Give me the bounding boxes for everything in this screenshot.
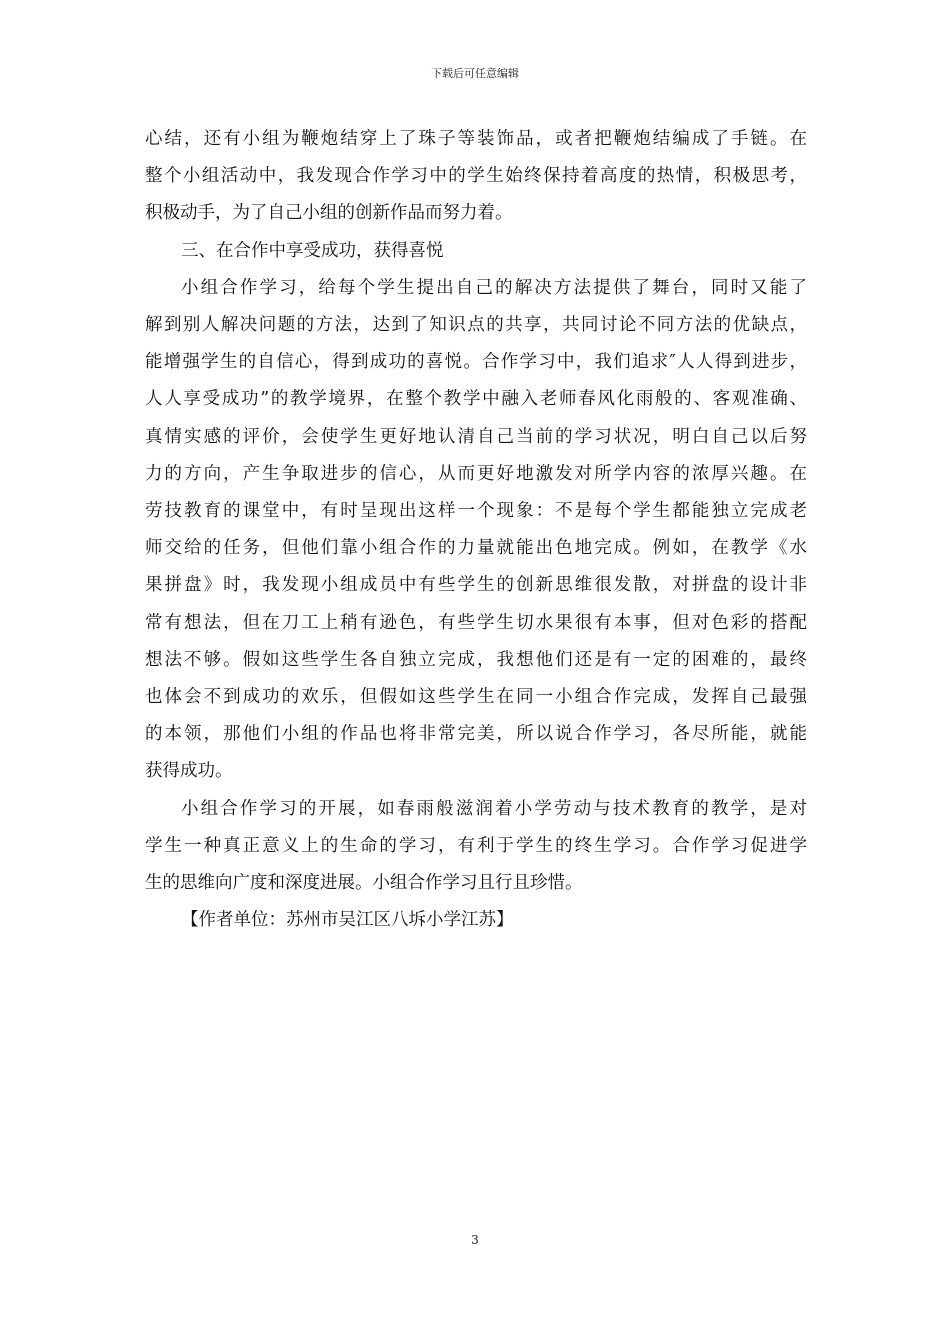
text-line: 生的思维向广度和深度进展。小组合作学习且行且珍惜。 bbox=[145, 873, 583, 894]
text-line: 也体会不到成功的欢乐，但假如这些学生在同一小组合作完成，发挥自己最强 bbox=[145, 687, 807, 708]
text-line: 能增强学生的自信心，得到成功的喜悦。合作学习中，我们追求″人人得到进步， bbox=[145, 352, 807, 373]
text-line: 心结，还有小组为鞭炮结穿上了珠子等装饰品，或者把鞭炮结编成了手链。在 bbox=[145, 129, 807, 149]
text-line: 果拼盘》时，我发现小组成员中有些学生的创新思维很发散，对拼盘的设计非 bbox=[145, 575, 807, 596]
paragraph bbox=[145, 791, 807, 903]
paragraph bbox=[145, 121, 807, 233]
paragraph bbox=[145, 233, 807, 270]
paragraph bbox=[145, 902, 807, 939]
text-line: 三、在合作中享受成功，获得喜悦 bbox=[181, 240, 444, 261]
text-line: 常有想法，但在刀工上稍有逊色，有些学生切水果很有本事，但对色彩的搭配 bbox=[145, 612, 807, 633]
paragraph bbox=[145, 270, 807, 791]
text-line: 真情实感的评价，会使学生更好地认清自己当前的学习状况，明白自己以后努 bbox=[145, 426, 807, 447]
text-line: 积极动手，为了自己小组的创新作品而努力着。 bbox=[145, 203, 513, 224]
text-line: 整个小组活动中，我发现合作学习中的学生始终保持着高度的热情，积极思考， bbox=[145, 166, 807, 187]
text-line: 小组合作学习，给每个学生提出自己的解决方法提供了舞台，同时又能了 bbox=[181, 277, 807, 298]
text-line: 获得成功。 bbox=[145, 761, 233, 782]
text-line: 人人享受成功”的教学境界，在整个教学中融入老师春风化雨般的、客观准确、 bbox=[145, 389, 807, 410]
text-line: 力的方向，产生争取进步的信心，从而更好地激发对所学内容的浓厚兴趣。在 bbox=[145, 463, 807, 484]
document-body bbox=[145, 121, 807, 939]
text-line: 【作者单位：苏州市吴江区八坼小学江苏】 bbox=[181, 910, 514, 931]
text-line: 想法不够。假如这些学生各自独立完成，我想他们还是有一定的困难的，最终 bbox=[145, 649, 807, 670]
page-header: 下载后可任意编辑 bbox=[431, 67, 519, 80]
text-line: 的本领，那他们小组的作品也将非常完美，所以说合作学习，各尽所能，就能 bbox=[145, 724, 807, 745]
text-line: 学生一种真正意义上的生命的学习，有利于学生的终生学习。合作学习促进学 bbox=[145, 835, 807, 856]
text-line: 小组合作学习的开展，如春雨般滋润着小学劳动与技术教育的教学，是对 bbox=[181, 798, 807, 819]
text-line: 劳技教育的课堂中，有时呈现出这样一个现象：不是每个学生都能独立完成老 bbox=[145, 501, 807, 522]
text-line: 解到别人解决问题的方法，达到了知识点的共享，共同讨论不同方法的优缺点， bbox=[145, 315, 807, 336]
text-line: 师交给的任务，但他们靠小组合作的力量就能出色地完成。例如，在教学《水 bbox=[145, 538, 807, 559]
page-number: 3 bbox=[471, 1233, 479, 1247]
